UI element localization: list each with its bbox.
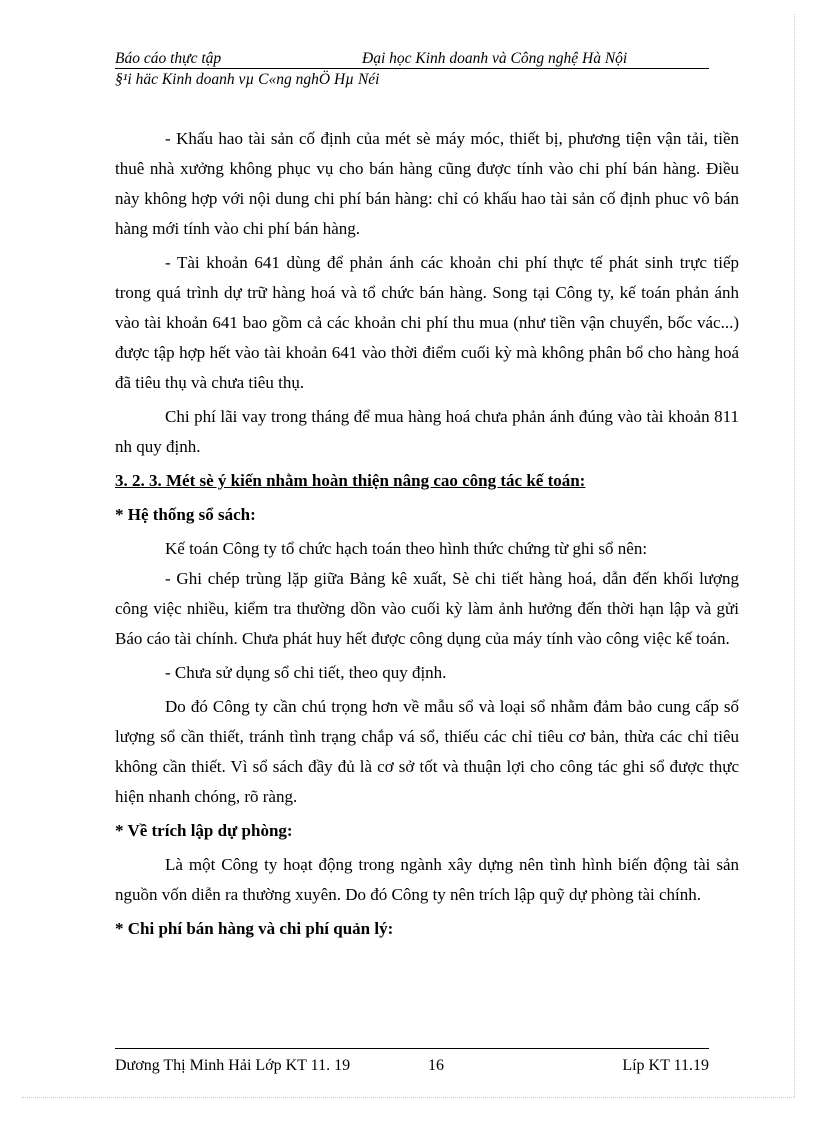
header-university: Đại học Kinh doanh và Công nghệ Hà Nội: [362, 50, 628, 67]
header-line-1: [115, 49, 709, 69]
footer-author: Dương Thị Minh Hải Lớp KT 11. 19: [115, 1057, 351, 1074]
subheading-selling-admin-costs: * Chi phí bán hàng và chi phí quản lý:: [115, 919, 394, 938]
paragraph-depreciation: - Khấu hao tài sản cố định của mét sè máy móc, thiết bị, phương tiện vận tải, tiền thuê nhà xưởng không phục vụ cho bán hàng cũng được tính vào chi phí bán hàng. Điều này không hợp với nội dung chi phí bán hàng: chỉ có khấu hao tài sản cố định phuc vô bán hàng mới tính vào chi phí bán hàng.: [115, 129, 739, 238]
paragraph-ledger-recommendation: Do đó Công ty cần chú trọng hơn về mẫu sổ và loại sổ nhằm đảm bảo cung cấp số lượng sổ cần thiết, tránh tình trạng chắp vá sổ, thiếu các chỉ tiêu cơ bản, thừa các chỉ tiêu không cần thiết. Vì sổ sách đầy đủ là cơ sở tốt và thuận lợi cho công tác ghi sổ được thực hiện nhanh chóng, rõ ràng.: [115, 697, 739, 806]
header-report-title: Báo cáo thực tập: [115, 50, 222, 67]
subheading-ledger-system: * Hệ thống sổ sách:: [115, 505, 256, 524]
page-edge-bottom: [22, 1097, 794, 1098]
paragraph-interest-expense: Chi phí lãi vay trong tháng để mua hàng hoá chưa phản ánh đúng vào tài khoản 811 nh quy định.: [115, 407, 739, 456]
paragraph-provisions: Là một Công ty hoạt động trong ngành xây dựng nên tình hình biến động tài sản nguồn vốn diễn ra thường xuyên. Do đó Công ty nên trích lập quỹ dự phòng tài chính.: [115, 855, 739, 904]
footer-class: Líp KT 11.19: [622, 1057, 709, 1074]
page-edge-right: [794, 14, 795, 1097]
footer-divider: [115, 1048, 709, 1049]
paragraph-detail-ledger: - Chưa sử dụng sổ chi tiết, theo quy định.: [165, 663, 447, 682]
page-number: 16: [428, 1057, 444, 1074]
paragraph-voucher-method: Kế toán Công ty tổ chức hạch toán theo hình thức chứng từ ghi sổ nên:: [165, 539, 648, 558]
paragraph-account-641: - Tài khoản 641 dùng để phản ánh các khoản chi phí thực tế phát sinh trực tiếp trong quá trình dự trữ hàng hoá và tổ chức bán hàng. Song tại Công ty, kế toán phản ánh vào tài khoản 641 bao gồm cả các khoản chi phí thu mua (như tiền vận chuyển, bốc vác...) được tập hợp hết vào tài khoản 641 vào thời điểm cuối kỳ mà không phân bổ cho hàng hoá đã tiêu thụ và chưa tiêu thụ.: [115, 253, 739, 392]
header-university-garbled: §¹i häc Kinh doanh vµ C«ng nghÖ Hµ Néi: [115, 71, 380, 88]
page-header: [115, 49, 709, 89]
subheading-provisions: * Về trích lập dự phòng:: [115, 821, 293, 840]
paragraph-duplicate-entries: - Ghi chép trùng lặp giữa Bảng kê xuất, Sè chi tiết hàng hoá, dẫn đến khối lượng công việc nhiều, kiểm tra thường dồn vào cuối kỳ làm ảnh hưởng đến thời hạn lập và gửi Báo cáo tài chính. Chưa phát huy hết được công dụng của máy tính vào công việc kế toán.: [115, 569, 739, 648]
section-heading-3-2-3: 3. 2. 3. Mét sè ý kiến nhằm hoàn thiện nâng cao công tác kế toán:: [115, 471, 586, 490]
document-body: [115, 124, 739, 948]
